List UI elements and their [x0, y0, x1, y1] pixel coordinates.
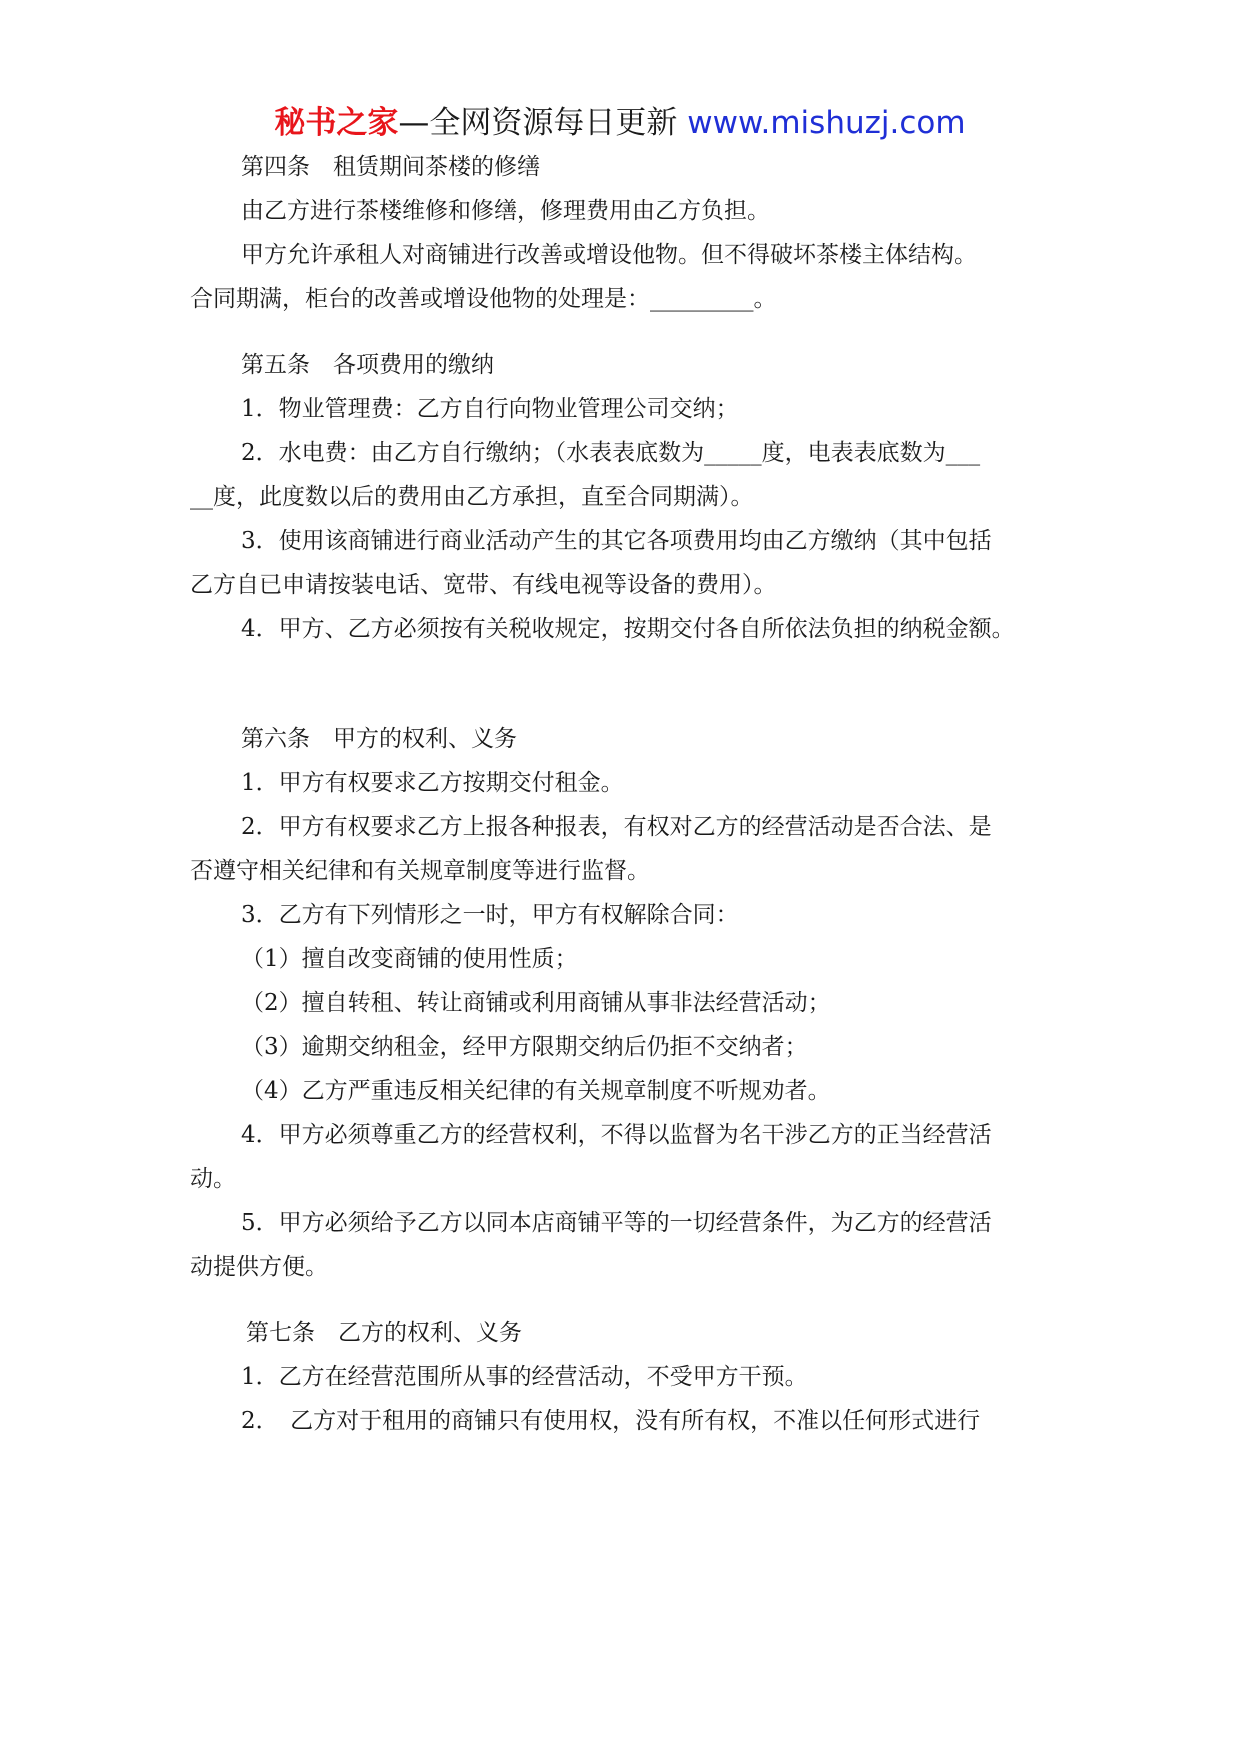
paragraph-line: 3．使用该商铺进行商业活动产生的其它各项费用均由乙方缴纳（其中包括 [241, 528, 992, 554]
paragraph-line: 2．甲方有权要求乙方上报各种报表，有权对乙方的经营活动是否合法、是 [241, 814, 992, 840]
paragraph-line: __度，此度数以后的费用由乙方承担，直至合同期满）。 [190, 484, 754, 510]
paragraph-line: 2． 乙方对于租用的商铺只有使用权，没有所有权，不准以任何形式进行 [241, 1408, 981, 1434]
list-item: （2）擅自转租、转让商铺或利用商铺从事非法经营活动； [241, 990, 831, 1016]
list-item: （4）乙方严重违反相关纪律的有关规章制度不听规劝者。 [241, 1078, 831, 1104]
paragraph-line: 4．甲方、乙方必须按有关税收规定，按期交付各自所依法负担的纳税金额。 [241, 616, 1015, 642]
paragraph-line: 2．水电费：由乙方自行缴纳；（水表表底数为_____度，电表表底数为___ [241, 440, 981, 466]
paragraph-line: 1．乙方在经营范围所从事的经营活动，不受甲方干预。 [241, 1364, 808, 1390]
paragraph-line: 1．甲方有权要求乙方按期交付租金。 [241, 770, 624, 796]
paragraph-line: 甲方允许承租人对商铺进行改善或增设他物。但不得破坏茶楼主体结构。 [241, 242, 977, 268]
paragraph-line: 动提供方便。 [190, 1254, 328, 1280]
paragraph-line: 3．乙方有下列情形之一时，甲方有权解除合同： [241, 902, 739, 928]
paragraph-line: 乙方自已申请按装电话、宽带、有线电视等设备的费用）。 [190, 572, 777, 598]
paragraph-line: 5．甲方必须给予乙方以同本店商铺平等的一切经营条件，为乙方的经营活 [241, 1210, 992, 1236]
list-item: （1）擅自改变商铺的使用性质； [241, 946, 578, 972]
list-item: （3）逾期交纳租金，经甲方限期交纳后仍拒不交纳者； [241, 1034, 808, 1060]
header-tagline: —全网资源每日更新 [398, 105, 678, 141]
article-6-title: 第六条 甲方的权利、义务 [241, 726, 517, 752]
paragraph-line: 否遵守相关纪律和有关规章制度等进行监督。 [190, 858, 650, 884]
paragraph-line: 合同期满，柜台的改善或增设他物的处理是：_________。 [190, 286, 777, 312]
watermark-header [0, 100, 1240, 146]
article-7-title: 第七条 乙方的权利、义务 [246, 1320, 522, 1346]
paragraph-line: 1．物业管理费：乙方自行向物业管理公司交纳； [241, 396, 739, 422]
article-5-title: 第五条 各项费用的缴纳 [241, 352, 494, 378]
brand-name: 秘书之家 [274, 105, 399, 141]
paragraph-line: 由乙方进行茶楼维修和修缮，修理费用由乙方负担。 [241, 198, 770, 224]
article-4-title: 第四条 租赁期间茶楼的修缮 [241, 154, 540, 180]
paragraph-line: 动。 [190, 1166, 236, 1192]
header-url[interactable]: www.mishuzj.com [687, 105, 966, 141]
paragraph-line: 4．甲方必须尊重乙方的经营权利，不得以监督为名干涉乙方的正当经营活 [241, 1122, 992, 1148]
